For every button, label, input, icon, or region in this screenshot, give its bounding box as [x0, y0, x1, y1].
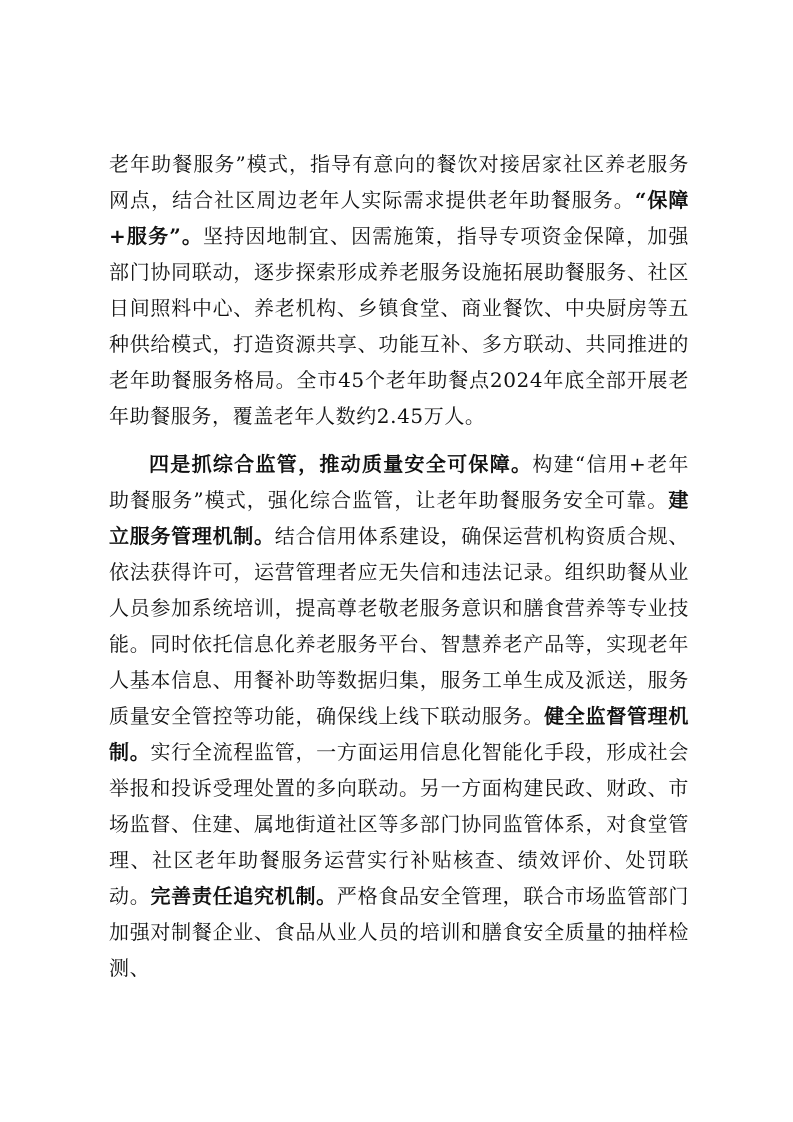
supervision-management-heading: 健全监督管理机制。	[109, 704, 690, 764]
paragraph-1-text-1: 老年助餐服务”模式，指导有意向的餐饮对接居家社区养老服务网点，结合社区周边老年人实际需求提供老年助餐服务。	[109, 152, 689, 212]
section-four-heading: 四是抓综合监管，推动质量安全可保障。	[149, 452, 533, 476]
paragraph-1-text-2: 坚持因地制宜、因需施策，指导专项资金保障，加强部门协同联动，逐步探索形成养老服务设施拓展助餐服务、社区日间照料中心、养老机构、乡镇食堂、商业餐饮、中央厨房等五种供给模式，打造资源共享、功能互补、多方联动、共同推进的老年助餐服务格局。全市45个老年助餐点2024年底全部开展老年助餐服务，覆盖老年人数约2.45万人。	[109, 224, 689, 428]
document-body	[109, 146, 689, 986]
paragraph-2-text-2: 结合信用体系建设，确保运营机构资质合规、依法获得许可，运营管理者应无失信和违法记录。组织助餐从业人员参加系统培训，提高尊老敬老服务意识和膳食营养等专业技能。同时依托信息化养老服务平台、智慧养老产品等，实现老年人基本信息、用餐补助等数据归集，服务工单生成及派送，服务质量安全管控等功能，确保线上线下联动服务。	[109, 524, 689, 728]
service-management-heading: 建立服务管理机制。	[109, 488, 689, 548]
paragraph-elderly-meal-service	[109, 146, 689, 434]
paragraph-2-text-4: 严格食品安全管理，联合市场监管部门加强对制餐企业、食品从业人员的培训和膳食安全质量的抽样检测、	[109, 884, 689, 980]
paragraph-comprehensive-supervision	[109, 446, 689, 986]
paragraph-2-text-1: 构建“信用+老年助餐服务”模式，强化综合监管，让老年助餐服务安全可靠。	[109, 452, 689, 512]
accountability-heading: 完善责任追究机制。	[150, 884, 337, 908]
paragraph-2-text-3: 实行全流程监管，一方面运用信息化智能化手段，形成社会举报和投诉受理处置的多向联动。另一方面构建民政、财政、市场监督、住建、属地街道社区等多部门协同监管体系，对食堂管理、社区老年助餐服务运营实行补贴核查、绩效评价、处罚联动。	[109, 740, 689, 908]
guarantee-service-heading: “保障+服务”。	[109, 188, 689, 248]
